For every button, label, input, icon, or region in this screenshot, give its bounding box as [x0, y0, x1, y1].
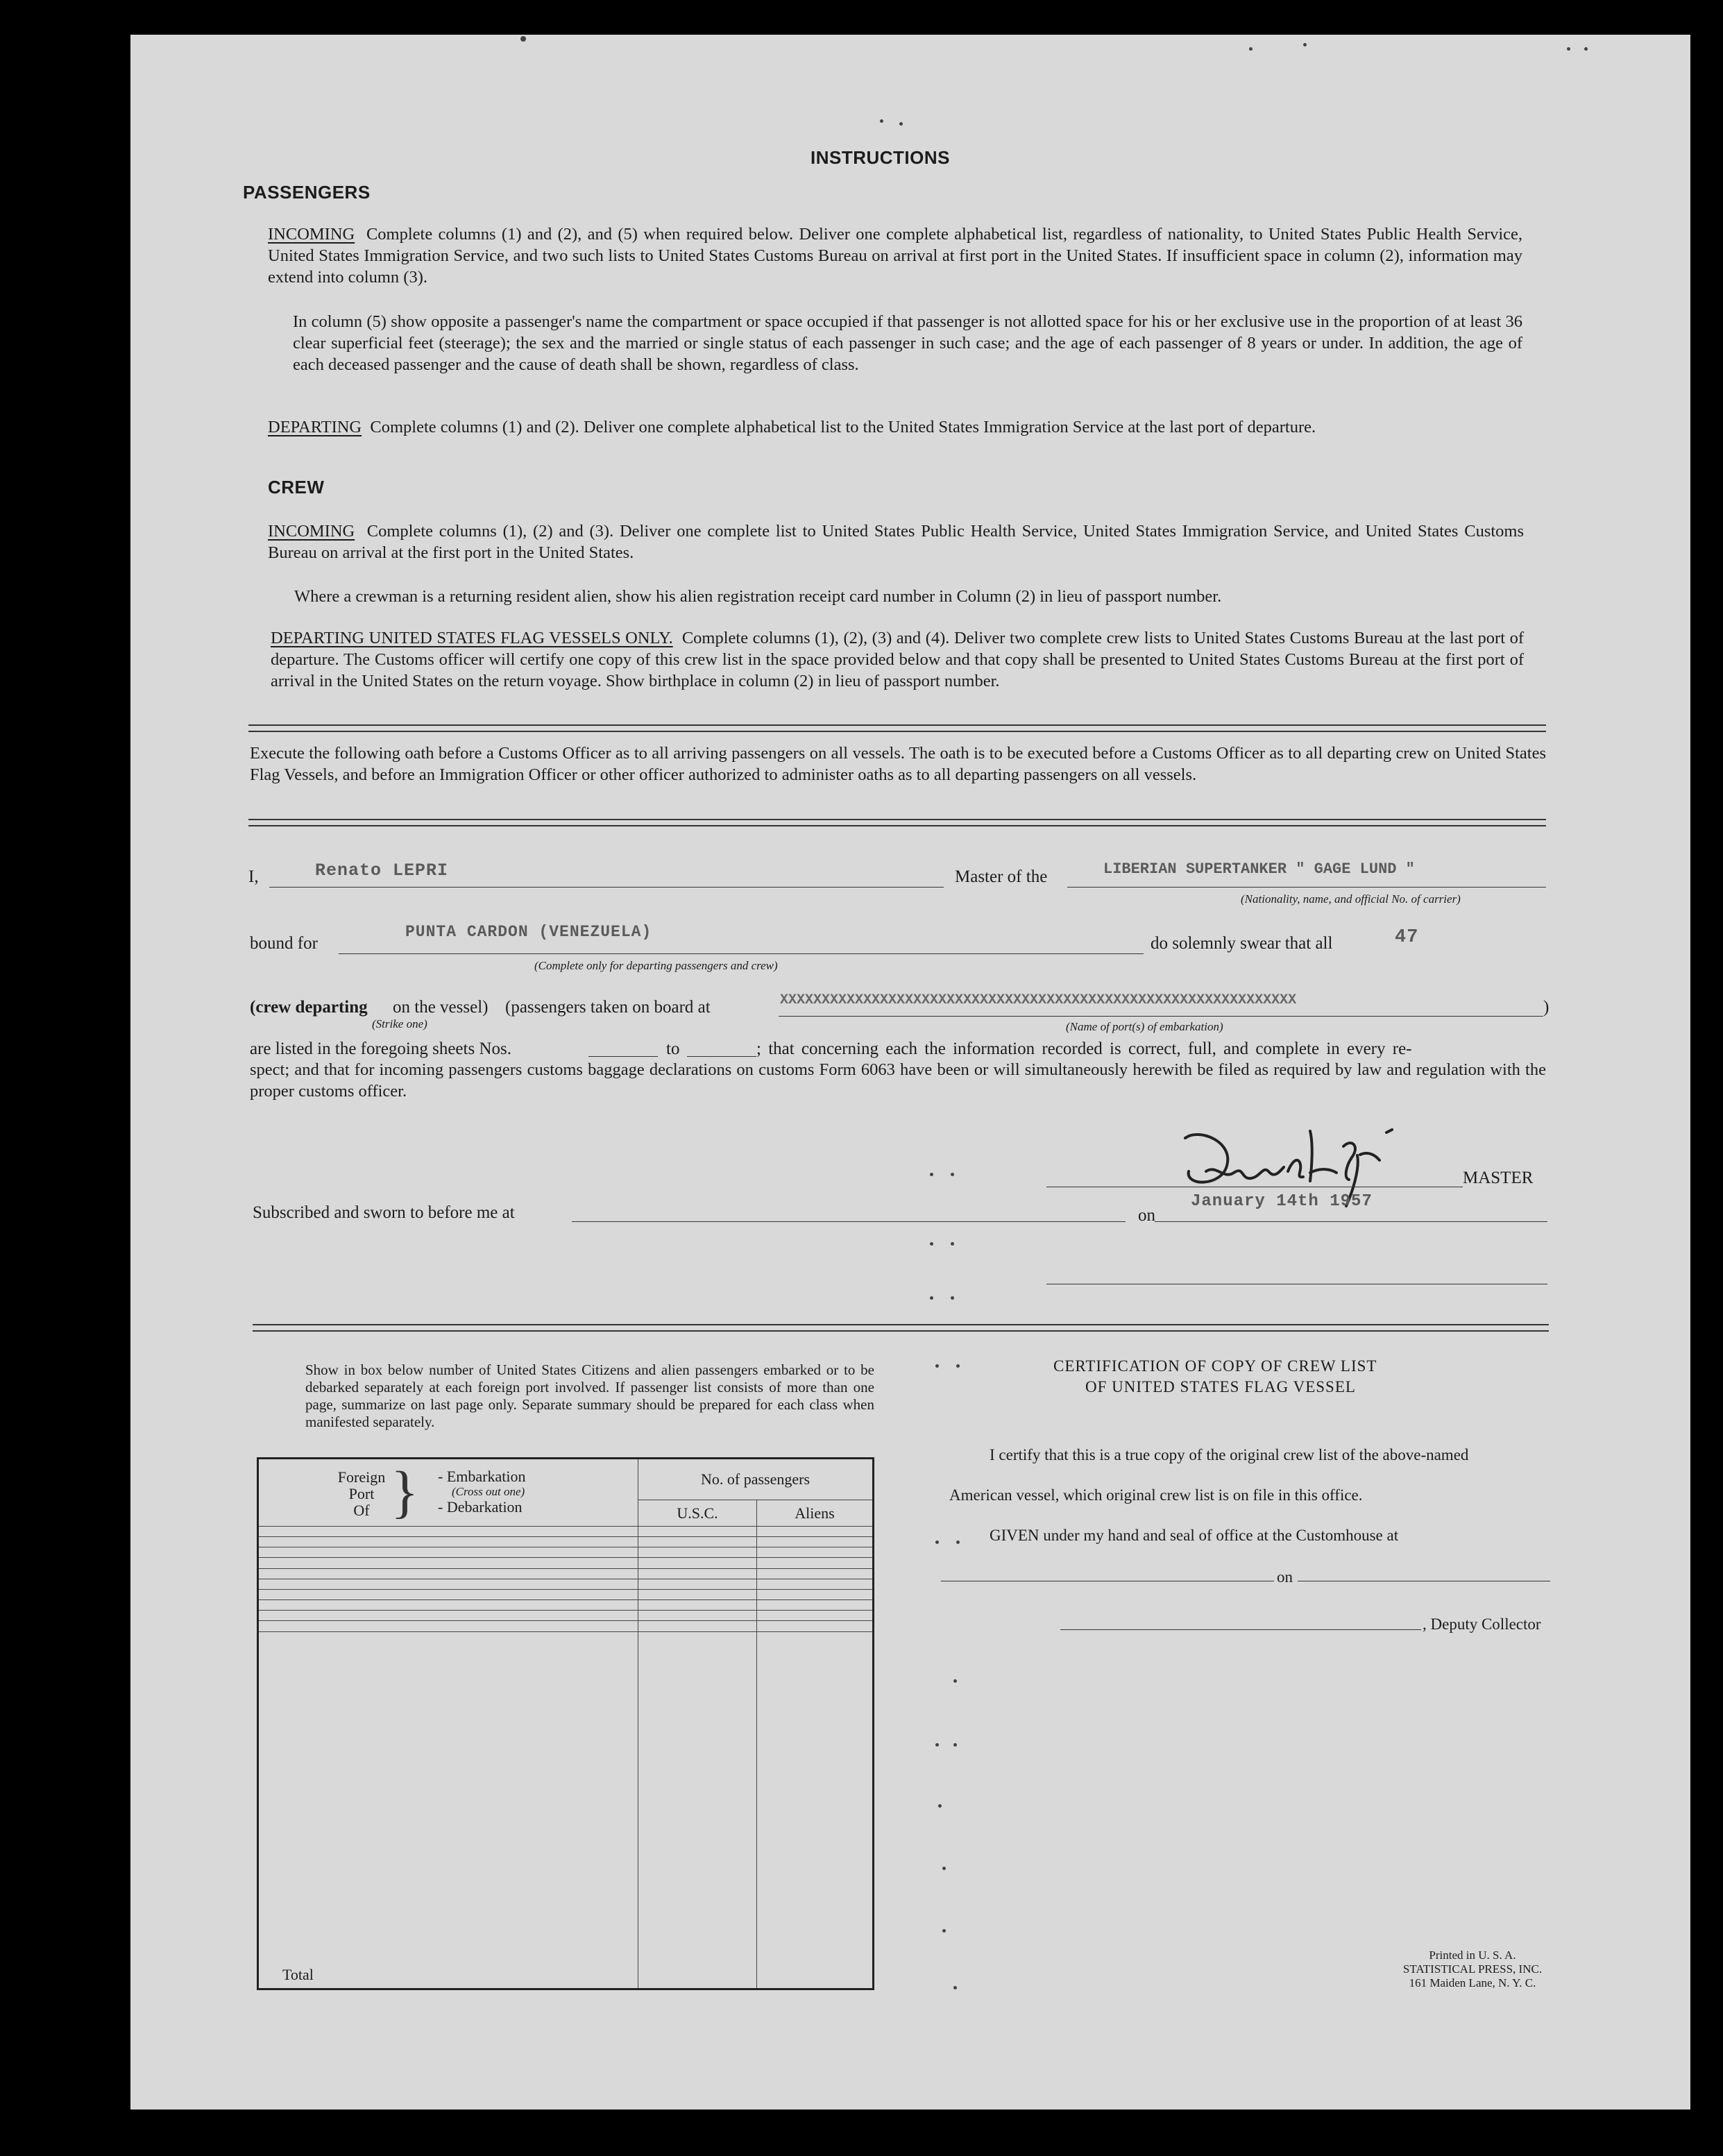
port-cell[interactable] — [258, 1600, 638, 1611]
table-row — [258, 1579, 874, 1589]
embark-debark-options — [438, 1469, 525, 1515]
aliens-cell[interactable] — [757, 1579, 874, 1589]
aliens-cell[interactable] — [757, 1537, 874, 1547]
no-of-passengers-header: No. of passengers — [638, 1459, 874, 1500]
scan-speck — [942, 1929, 946, 1933]
vessel-caption: (Nationality, name, and official No. of carrier) — [1241, 892, 1461, 906]
crew-incoming-text: Complete columns (1), (2) and (3). Deliver one complete list to United States Public Health Service, United States Immigration Service, and United States Customs Bureau on arrival at the first port in the United States. — [268, 522, 1525, 562]
table-row — [258, 1558, 874, 1568]
on-vessel-label: on the vessel) — [393, 998, 489, 1017]
table-row — [258, 1537, 874, 1547]
scan-speck — [935, 1743, 939, 1747]
aliens-cell[interactable] — [757, 1568, 874, 1579]
crew-departing-option: (crew departing — [250, 998, 368, 1017]
table-row — [258, 1621, 874, 1631]
scan-speck — [1303, 43, 1307, 46]
total-usc-cell[interactable] — [638, 1631, 757, 1989]
foreign-port-label — [335, 1469, 388, 1519]
port-cell[interactable] — [258, 1547, 638, 1558]
crew-departing-label: DEPARTING UNITED STATES FLAG VESSELS ONLY. — [271, 629, 673, 647]
usc-cell[interactable] — [638, 1547, 757, 1558]
close-paren: ) — [1543, 998, 1550, 1017]
ports-field[interactable] — [779, 1016, 1543, 1017]
passengers-incoming-text: Complete columns (1) and (2), and (5) when required below. Deliver one complete alphabetical list, regardless of nationality, to United States Public Health Service, United States Immigration Service, and two such lists to United States Customs Bureau on arrival at first port in the United States. If insufficient space in column (2), information may extend into column (3). — [268, 225, 1523, 287]
certification-line-3: GIVEN under my hand and seal of office at the Customhouse at — [990, 1527, 1399, 1544]
strike-caption: (Strike one) — [372, 1017, 427, 1030]
sheets-to-field[interactable] — [687, 1056, 756, 1057]
usc-cell[interactable] — [638, 1537, 757, 1547]
port-cell[interactable] — [258, 1621, 638, 1631]
of-label: Of — [353, 1502, 370, 1519]
passengers-incoming-label: INCOMING — [268, 225, 355, 244]
usc-cell[interactable] — [638, 1568, 757, 1579]
scan-speck — [951, 1173, 954, 1176]
instructions-title: INSTRUCTIONS — [810, 147, 950, 168]
swear-label: do solemnly swear that all — [1151, 934, 1333, 953]
sworn-place-field[interactable] — [572, 1221, 1126, 1222]
scan-speck — [942, 1867, 946, 1870]
destination-value: PUNTA CARDON (VENEZUELA) — [405, 923, 652, 941]
destination-field[interactable] — [339, 953, 1144, 954]
deputy-collector-label: , Deputy Collector — [1423, 1615, 1541, 1633]
certification-line-1: I certify that this is a true copy of the original crew list of the above-named — [990, 1446, 1469, 1463]
total-label: Total — [258, 1631, 638, 1989]
table-row — [258, 1611, 874, 1621]
column5-paragraph: In column (5) show opposite a passenger's name the compartment or space occupied if that passenger is not allotted space for his or her exclusive use in the proportion of at least 36 clear superficial feet (steerage); the sex and the married or single status of each passenger in such case; and the age of each passenger of 8 years or under. In addition, the age of each deceased passenger and the cause of death shall be shown, regardless of class. — [293, 312, 1522, 374]
master-of-label: Master of the — [955, 867, 1048, 886]
embarkation-option: - Embarkation — [438, 1468, 526, 1485]
sheets-from-field[interactable] — [588, 1056, 658, 1057]
table-row — [258, 1547, 874, 1558]
master-label: MASTER — [1463, 1169, 1534, 1187]
printer-line-1: Printed in U. S. A. — [1429, 1949, 1516, 1962]
bound-for-label: bound for — [250, 934, 318, 953]
aliens-cell[interactable] — [757, 1589, 874, 1599]
vessel-field[interactable] — [1067, 887, 1546, 888]
table-row — [258, 1527, 874, 1537]
form-sheet — [130, 35, 1690, 2110]
table-row — [258, 1589, 874, 1599]
aliens-cell[interactable] — [757, 1547, 874, 1558]
usc-cell[interactable] — [638, 1621, 757, 1631]
port-cell[interactable] — [258, 1611, 638, 1621]
passengers-incoming-paragraph — [268, 223, 1522, 288]
port-cell[interactable] — [258, 1527, 638, 1537]
scan-speck — [956, 1364, 960, 1368]
usc-cell[interactable] — [638, 1558, 757, 1568]
sworn-date-value: January 14th 1957 — [1191, 1192, 1373, 1211]
foreign-label: Foreign — [337, 1468, 386, 1486]
sworn-on-label: on — [1138, 1206, 1155, 1225]
scan-speck — [930, 1296, 933, 1300]
scan-speck — [930, 1242, 933, 1246]
master-name-value: Renato LEPRI — [315, 860, 449, 881]
printer-line-3: 161 Maiden Lane, N. Y. C. — [1409, 1976, 1536, 1989]
certification-title-1: CERTIFICATION OF COPY OF CREW LIST — [1053, 1357, 1377, 1375]
aliens-cell[interactable] — [757, 1527, 874, 1537]
passenger-summary-table — [257, 1457, 874, 1990]
aliens-cell[interactable] — [757, 1611, 874, 1621]
section-divider — [248, 819, 1546, 826]
crew-departing-paragraph — [271, 627, 1524, 692]
scan-speck — [938, 1804, 942, 1808]
port-cell[interactable] — [258, 1579, 638, 1589]
port-cell[interactable] — [258, 1589, 638, 1599]
aliens-cell[interactable] — [757, 1621, 874, 1631]
crew-incoming-label: INCOMING — [268, 522, 355, 541]
section-divider — [253, 1324, 1549, 1332]
scan-speck — [1249, 47, 1253, 51]
passengers-taken-option: (passengers taken on board at — [505, 998, 711, 1017]
scan-speck — [1567, 47, 1570, 51]
oath-i-label: I, — [248, 867, 259, 886]
aliens-cell[interactable] — [757, 1558, 874, 1568]
scan-speck — [880, 119, 883, 123]
passengers-departing-label: DEPARTING — [268, 418, 362, 436]
scan-speck — [953, 1679, 957, 1683]
table-row — [258, 1600, 874, 1611]
scan-speck — [930, 1173, 933, 1176]
scan-speck — [951, 1296, 954, 1300]
scan-speck — [1584, 47, 1588, 51]
port-cell[interactable] — [258, 1558, 638, 1568]
port-cell[interactable] — [258, 1537, 638, 1547]
port-cell[interactable] — [258, 1568, 638, 1579]
scan-speck — [956, 1540, 960, 1544]
crew-departing-text: Complete columns (1), (2), (3) and (4). Deliver two complete crew lists to United States Customs Bureau at the last port of departure. The Customs officer will certify one copy of this crew list in the space provided below and that copy shall be presented to United States Customs Bureau at the first port of arrival in the United States on the return voyage. Show birthplace in column (2) in lieu of passport number. — [271, 629, 1524, 690]
scan-speck — [520, 36, 526, 42]
total-aliens-cell[interactable] — [757, 1631, 874, 1989]
deputy-collector-signature-line[interactable] — [1060, 1629, 1421, 1630]
certification-line-2: American vessel, which original crew list is on file in this office. — [949, 1486, 1363, 1504]
passengers-heading: PASSENGERS — [243, 182, 371, 203]
vessel-value: LIBERIAN SUPERTANKER " GAGE LUND " — [1103, 860, 1415, 878]
table-row — [258, 1568, 874, 1579]
scan-speck — [899, 122, 903, 126]
cross-out-note: (Cross out one) — [452, 1485, 525, 1498]
subscribed-label: Subscribed and sworn to before me at — [253, 1203, 515, 1222]
scan-speck — [935, 1364, 939, 1368]
usc-cell[interactable] — [638, 1579, 757, 1589]
passengers-departing-paragraph — [268, 416, 1522, 438]
printer-imprint — [1348, 1949, 1597, 1990]
ports-caption: (Name of port(s) of embarkation) — [1066, 1020, 1223, 1033]
foreign-port-header — [258, 1459, 638, 1527]
destination-caption: (Complete only for departing passengers and crew) — [534, 959, 778, 972]
crew-heading: CREW — [268, 477, 325, 498]
listed-text-2: ; that concerning each the information recorded is correct, full, and complete in every re- — [756, 1039, 1412, 1058]
aliens-cell[interactable] — [757, 1600, 874, 1611]
usc-cell[interactable] — [638, 1527, 757, 1537]
aliens-header: Aliens — [757, 1500, 874, 1527]
scan-speck — [951, 1242, 954, 1246]
debarkation-option: - Debarkation — [438, 1498, 523, 1516]
summary-instructions: Show in box below number of United States Citizens and alien passengers embarked or to be debarked separately at each foreign port involved. If passenger list consists of more than one page, summarize on last page only. Separate summary should be prepared for each class when manifested separately. — [305, 1361, 874, 1430]
usc-header: U.S.C. — [638, 1500, 757, 1527]
crew-resident-paragraph: Where a crewman is a returning resident alien, show his alien registration receipt card number in Column (2) in lieu of passport number. — [294, 587, 1222, 606]
scan-speck — [953, 1743, 957, 1747]
brace-glyph: } — [391, 1460, 419, 1525]
sworn-date-field[interactable] — [1155, 1221, 1547, 1222]
usc-cell[interactable] — [638, 1600, 757, 1611]
usc-cell[interactable] — [638, 1589, 757, 1599]
port-label: Port — [348, 1485, 375, 1502]
scan-speck — [935, 1540, 939, 1544]
certification-on-label: on — [1277, 1568, 1293, 1586]
struck-ports-value: XXXXXXXXXXXXXXXXXXXXXXXXXXXXXXXXXXXXXXXXXXXXXXXXXXXXXXXXXXXXXX — [780, 992, 1297, 1008]
usc-cell[interactable] — [638, 1611, 757, 1621]
oath-intro: Execute the following oath before a Customs Officer as to all arriving passengers on all vessels. The oath is to be executed before a Customs Officer as to all departing crew on United States Flag Vessels, and before an Immigration Officer or other officer authorized to administer oaths as to all departing passengers on all vessels. — [250, 744, 1546, 784]
master-name-field[interactable] — [269, 887, 944, 888]
total-row — [258, 1631, 874, 1989]
passenger-count: 47 — [1395, 927, 1419, 948]
listed-text-1: are listed in the foregoing sheets Nos. — [250, 1039, 511, 1058]
listed-text-3: spect; and that for incoming passengers customs baggage declarations on customs Form 6063 have been or will simultaneously herewith be filed as required by law and regulation with the proper customs officer. — [250, 1060, 1546, 1101]
crew-incoming-paragraph — [268, 520, 1524, 563]
printer-line-2: STATISTICAL PRESS, INC. — [1402, 1962, 1543, 1976]
passengers-departing-text: Complete columns (1) and (2). Deliver one complete alphabetical list to the United States Immigration Service at the last port of departure. — [370, 418, 1316, 436]
to-label: to — [666, 1039, 680, 1058]
section-divider — [248, 724, 1546, 732]
certification-title-2: OF UNITED STATES FLAG VESSEL — [1085, 1378, 1356, 1395]
scan-speck — [953, 1986, 957, 1989]
